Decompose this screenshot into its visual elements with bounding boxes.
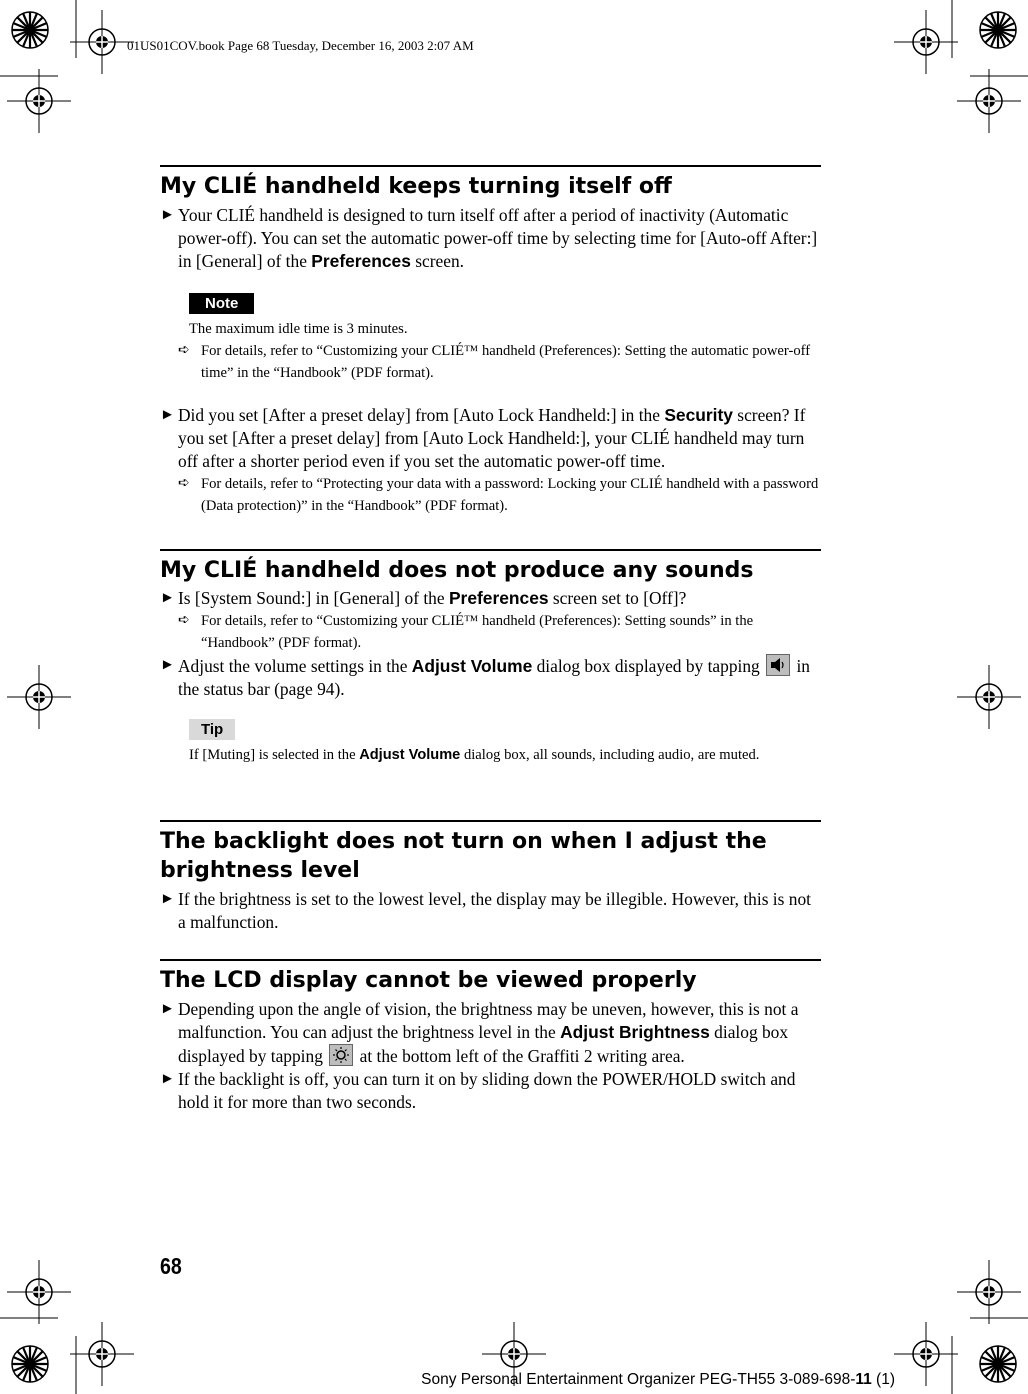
- bullet-item: ► If the brightness is set to the lowest level, the display may be illegible. However, this is not a malfunction.: [160, 889, 811, 932]
- bullet-triangle-icon: ►: [160, 1071, 175, 1087]
- section-heading: My CLIÉ handheld does not produce any sounds: [160, 558, 754, 583]
- section-heading: The LCD display cannot be viewed properly: [160, 968, 697, 993]
- section-lcd-display: [160, 959, 821, 1114]
- reference-item: ➪ For details, refer to “Customizing your CLIÉ™ handheld (Preferences): Setting sounds” in the “Handbook” (PDF format).: [160, 610, 821, 654]
- section-no-sounds: [160, 549, 821, 766]
- section-heading: My CLIÉ handheld keeps turning itself off: [160, 174, 672, 199]
- section-backlight: [160, 820, 821, 934]
- bullet-triangle-icon: ►: [160, 891, 175, 907]
- reference-arrow-icon: ➪: [178, 476, 190, 491]
- speaker-icon: [766, 654, 790, 676]
- section-heading: The backlight does not turn on when I adjust the brightness level: [160, 829, 767, 883]
- section-rule: [160, 959, 821, 961]
- bullet-item: ► Did you set [After a preset delay] from [Auto Lock Handheld:] in the Security screen? If you set [After a preset delay] from [Auto Lock Handheld:], your CLIÉ handheld may turn off after a shorter period even if you set the automatic power-off time.: [160, 405, 806, 471]
- print-header: 01US01COV.book Page 68 Tuesday, December 16, 2003 2:07 AM: [127, 38, 474, 53]
- tip-label: Tip: [189, 719, 235, 740]
- bullet-triangle-icon: ►: [160, 407, 175, 423]
- reference-arrow-icon: ➪: [178, 343, 190, 358]
- section-rule: [160, 165, 821, 167]
- section-rule: [160, 549, 821, 551]
- bullet-item: ► Depending upon the angle of vision, the brightness may be uneven, however, this is not a malfunction. You can adjust the brightness level in the Adjust Brightness dialog box displayed by tapping at the bottom left of the Graffiti 2 writing area.: [160, 999, 799, 1066]
- reference-item: ➪ For details, refer to “Protecting your data with a password: Locking your CLIÉ handheld with a password (Data protection)” in the “Handbook” (PDF format).: [160, 473, 821, 517]
- note-text: The maximum idle time is 3 minutes.: [189, 321, 408, 337]
- bullet-triangle-icon: ►: [160, 590, 175, 606]
- bullet-item: ► Your CLIÉ handheld is designed to turn itself off after a period of inactivity (Automatic power-off). You can set the automatic power-off time by selecting time for [Auto-off After:] in [General] of the Preferences screen.: [160, 205, 818, 271]
- bullet-item: ► If the backlight is off, you can turn it on by sliding down the POWER/HOLD switch and hold it for more than two seconds.: [160, 1069, 796, 1112]
- note-label: Note: [189, 293, 254, 314]
- section-rule: [160, 820, 821, 822]
- reference-item: ➪ For details, refer to “Customizing your CLIÉ™ handheld (Preferences): Setting the automatic power-off time” in the “Handbook” (PDF format).: [160, 340, 821, 384]
- bullet-item: ► Adjust the volume settings in the Adjust Volume dialog box displayed by tapping in the status bar (page 94).: [160, 656, 810, 699]
- reference-arrow-icon: ➪: [178, 613, 190, 628]
- bullet-triangle-icon: ►: [160, 1001, 175, 1017]
- footer: Sony Personal Entertainment Organizer PEG-TH55 3-089-698-11 (1): [421, 1371, 895, 1388]
- page-number: 68: [160, 1253, 182, 1279]
- brightness-icon: [329, 1044, 353, 1066]
- section-turning-off: [160, 165, 821, 517]
- bullet-item: ► Is [System Sound:] in [General] of the Preferences screen set to [Off]?: [160, 588, 687, 608]
- bullet-triangle-icon: ►: [160, 657, 175, 673]
- bullet-triangle-icon: ►: [160, 207, 175, 223]
- tip-text: If [Muting] is selected in the Adjust Volume dialog box, all sounds, including audio, are muted.: [189, 747, 760, 763]
